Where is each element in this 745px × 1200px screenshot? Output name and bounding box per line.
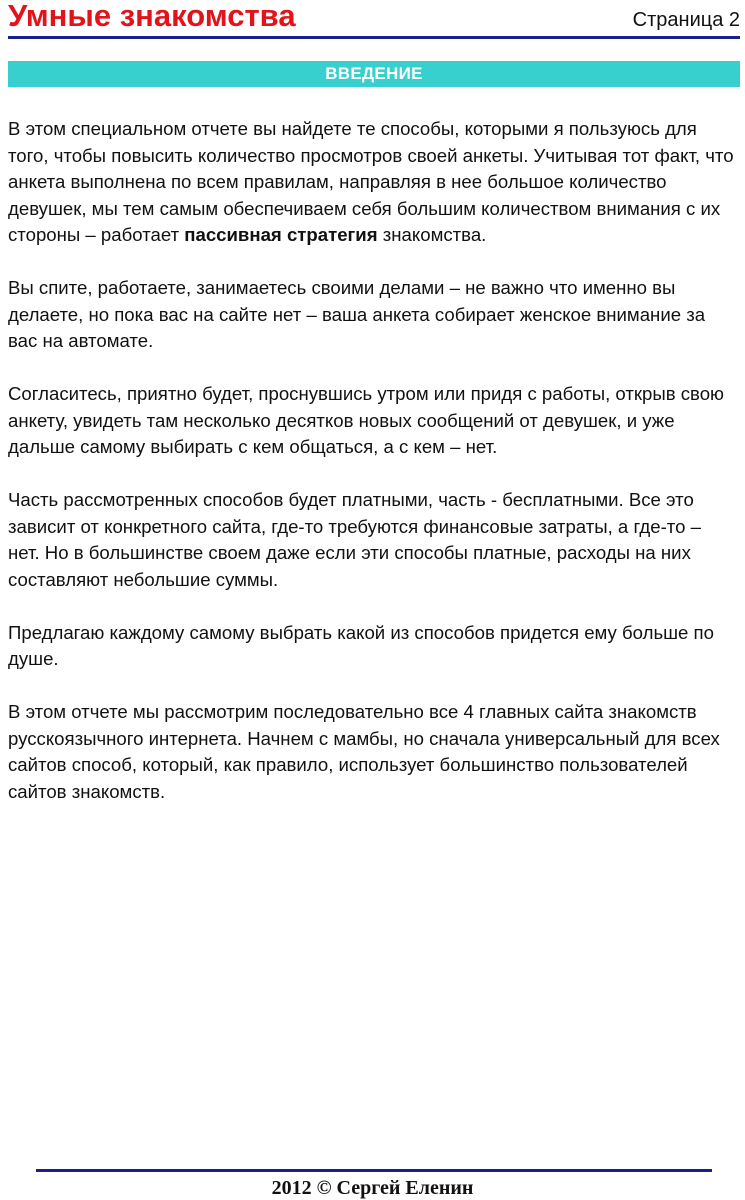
paragraph-1-bold-phrase: пассивная стратегия [184,224,378,245]
footer-divider [36,1169,712,1172]
paragraph-4: Часть рассмотренных способов будет платными, часть - бесплатными. Все это зависит от конкретного сайта, где-то требуются финансовые затраты, а где-то – нет. Но в большинстве своем даже если эти способы платные, расходы на них составляют небольшие суммы. [8,489,701,590]
paragraph-5: Предлагаю каждому самому выбрать какой из способов придется ему больше по душе. [8,621,714,669]
document-title: Умные знакомства [8,0,296,33]
page-header [8,0,740,36]
paragraph-2: Вы спите, работаете, занимаетесь своими делами – не важно что именно вы делаете, но пока вас на сайте нет – ваша анкета собирает женское внимание за вас на автомате. [8,277,706,351]
section-heading: ВВЕДЕНИЕ [325,64,423,83]
document-body [8,116,736,832]
page-number: Страница 2 [632,9,740,31]
footer-copyright: 2012 © Сергей Еленин [271,1177,474,1199]
paragraph-1 [8,116,736,249]
paragraph-3: Согласитесь, приятно будет, проснувшись утром или придя с работы, открыв свою анкету, увидеть там несколько десятков новых сообщений от девушек, и уже дальше самому выбирать с кем общаться, а с кем – нет. [8,383,724,457]
section-heading-band [8,61,740,87]
paragraph-1-text-start: В этом специальном отчете вы найдете те способы, которыми я пользуюсь для того, чтобы повысить количество просмотров своей анкеты. Учитывая тот факт, что анкета выполнена по всем правилам, направляя в нее большое количество девушек, мы тем самым обеспечиваем себя большим количеством внимания с их стороны – работает [8,118,734,245]
paragraph-1-text-end: знакомства. [377,224,487,245]
header-divider [8,36,740,39]
paragraph-6: В этом отчете мы рассмотрим последовательно все 4 главных сайта знакомств русскоязычного интернета. Начнем с мамбы, но сначала универсальный для всех сайтов способ, который, как правило, использует большинство пользователей сайтов знакомств. [8,701,720,802]
